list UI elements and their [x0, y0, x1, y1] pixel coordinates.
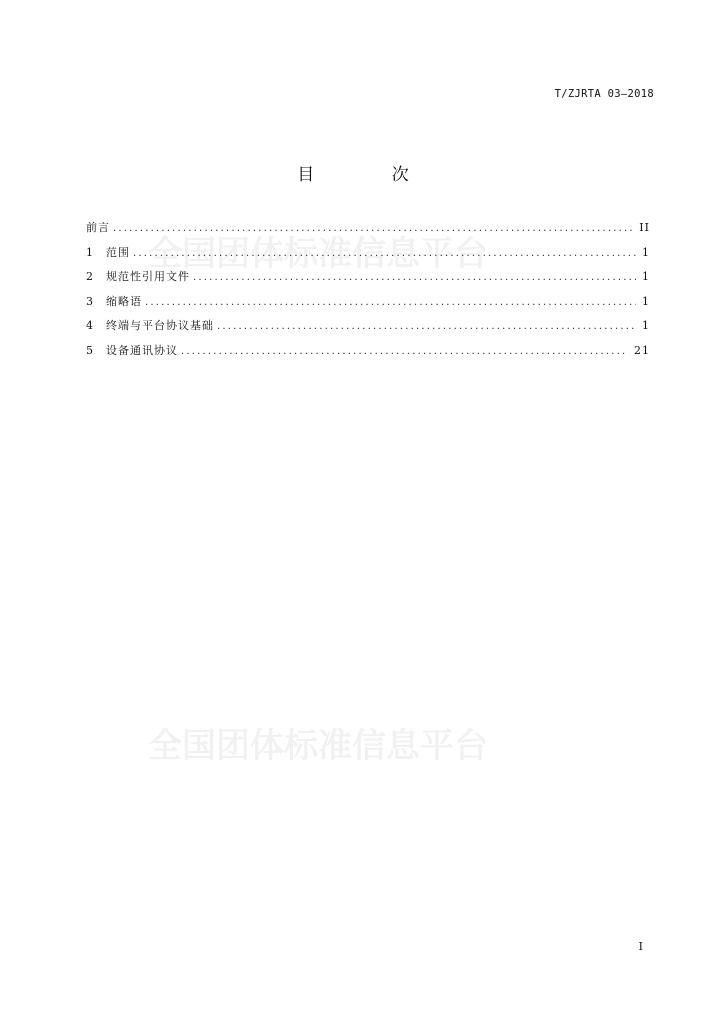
toc-entry-page: 21 [634, 343, 650, 357]
toc-entry-number: 1 [86, 245, 93, 259]
toc-entry-device-protocol[interactable] [86, 342, 650, 367]
toc-dot-leader [113, 223, 633, 234]
toc-entry-number: 3 [86, 294, 93, 308]
toc-dot-leader [133, 248, 636, 259]
toc-entry-page: II [639, 221, 650, 234]
toc-entry-label: 前言 [86, 221, 110, 234]
watermark-middle: 全国团体标准信息平台 [148, 726, 488, 766]
toc-entry-label: 终端与平台协议基础 [106, 319, 214, 333]
page-number: I [638, 940, 643, 953]
toc-dot-leader [217, 321, 636, 332]
toc-dot-leader [181, 346, 628, 357]
toc-entry-scope[interactable] [86, 244, 650, 269]
toc-dot-leader [193, 272, 636, 283]
toc-entry-label: 设备通讯协议 [106, 343, 178, 357]
toc-entry-page: 1 [642, 294, 650, 308]
document-code: T/ZJRTA 03—2018 [554, 88, 654, 100]
toc-entry-number: 2 [86, 270, 93, 284]
toc-entry-number: 4 [86, 319, 93, 333]
table-of-contents [86, 219, 650, 367]
toc-entry-label: 规范性引用文件 [106, 270, 190, 284]
toc-title: 目 次 [297, 165, 445, 185]
toc-entry-normative-references[interactable] [86, 268, 650, 293]
toc-dot-leader [145, 297, 636, 308]
toc-entry-number: 5 [86, 343, 93, 357]
watermark-top: 全国团体标准信息平台 [148, 234, 488, 274]
toc-entry-page: 1 [642, 319, 650, 333]
toc-entry-label: 范围 [106, 245, 130, 259]
toc-entry-abbreviations[interactable] [86, 293, 650, 318]
toc-entry-page: 1 [642, 270, 650, 284]
toc-entry-protocol-basics[interactable] [86, 317, 650, 342]
toc-entry-page: 1 [642, 245, 650, 259]
toc-entry-label: 缩略语 [106, 294, 142, 308]
toc-entry-foreword[interactable] [86, 219, 650, 244]
